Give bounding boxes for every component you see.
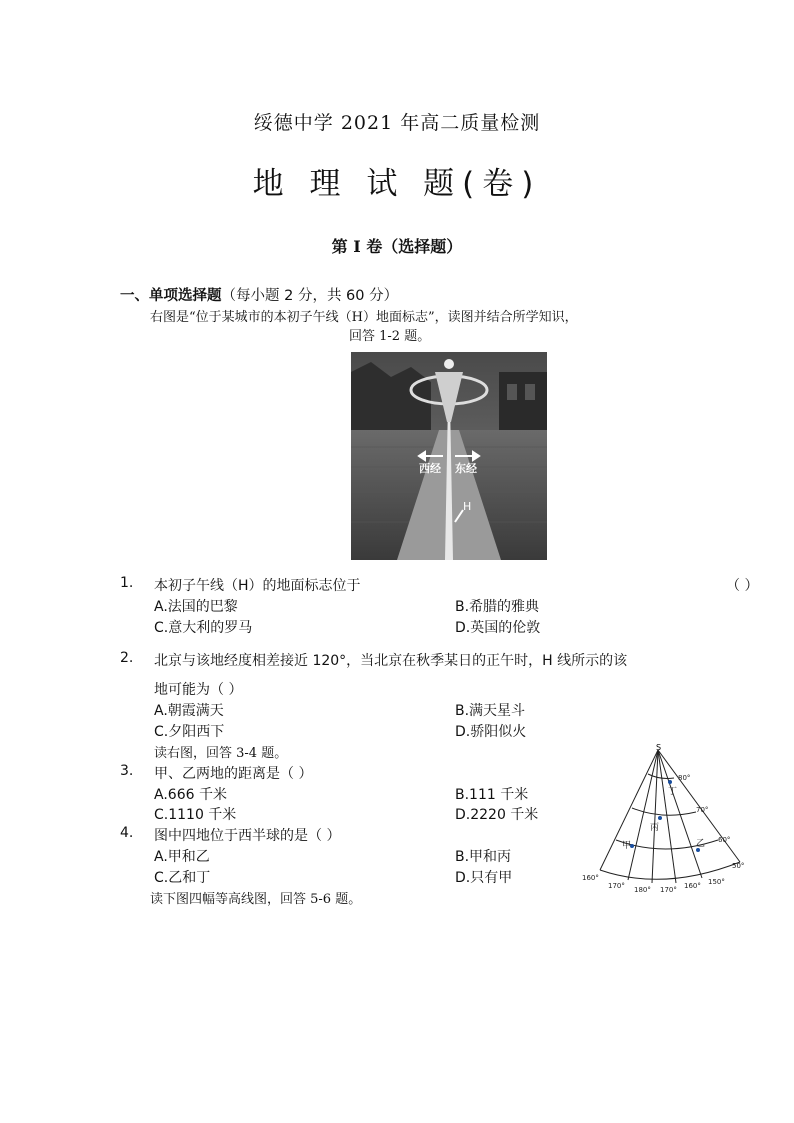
lon-label-180: 180° <box>634 886 651 894</box>
meridian-photo <box>351 352 547 560</box>
lon-label-170e: 170° <box>660 886 677 894</box>
q4-option-d[interactable]: D.只有甲 <box>455 870 513 886</box>
q2-text-line-2: 地可能为（ ） <box>154 682 243 698</box>
photo-label-west: 西经 <box>419 462 441 475</box>
school-line: 绥德中学 2021 年高二质量检测 <box>253 112 541 134</box>
q2-text-line-1: 北京与该地经度相差接近 120°，当北京在秋季某日的正午时，H 线所示的该 <box>154 653 628 669</box>
q1-option-b[interactable]: B.希腊的雅典 <box>455 599 540 615</box>
intro-line-1: 右图是“位于某城市的本初子午线（H）地面标志”，读图并结合所学知识， <box>150 310 578 325</box>
q5-6-intro: 读下图四幅等高线图，回答 5-6 题。 <box>150 892 362 907</box>
q4-option-a[interactable]: A.甲和乙 <box>154 849 210 865</box>
q3-option-c[interactable]: C.1110 千米 <box>154 807 237 823</box>
q4-option-b[interactable]: B.甲和丙 <box>455 849 512 865</box>
q1-number: 1. <box>120 575 134 591</box>
point-yi: 乙 <box>696 839 706 849</box>
section-heading-note: （每小题 2 分，共 60 分） <box>221 288 399 304</box>
q1-answer-bracket[interactable]: （ ） <box>726 578 759 594</box>
q2-number: 2. <box>120 650 134 666</box>
volume-heading: 第 I 卷（选择题） <box>331 237 463 256</box>
section-heading <box>120 284 398 305</box>
q4-number: 4. <box>120 825 134 841</box>
section-heading-label: 一、单项选择题 <box>120 288 222 304</box>
q3-option-b[interactable]: B.111 千米 <box>455 787 529 803</box>
q1-option-c[interactable]: C.意大利的罗马 <box>154 620 253 636</box>
q2-option-c[interactable]: C.夕阳西下 <box>154 724 225 740</box>
q3-option-a[interactable]: A.666 千米 <box>154 787 227 803</box>
point-ding: 丁 <box>668 787 678 797</box>
lat-label-50: 50° <box>732 862 745 870</box>
q2-option-b[interactable]: B.满天星斗 <box>455 703 526 719</box>
q4-text: 图中四地位于西半球的是（ ） <box>154 828 341 844</box>
q2-option-a[interactable]: A.朝霞满天 <box>154 703 224 719</box>
photo-label-h: H <box>463 500 472 513</box>
q1-text: 本初子午线（H）的地面标志位于 <box>154 578 361 594</box>
point-jia: 甲 <box>622 841 632 851</box>
lon-label-160e: 160° <box>684 882 701 890</box>
lon-label-160w: 160° <box>582 874 599 882</box>
pole-label: S <box>656 743 662 752</box>
point-bing: 丙 <box>650 823 660 833</box>
q1-option-d[interactable]: D.英国的伦敦 <box>455 620 541 636</box>
lon-label-150e: 150° <box>708 878 725 886</box>
lat-label-80: 80° <box>678 774 691 782</box>
q3-option-d[interactable]: D.2220 千米 <box>455 807 539 823</box>
q1-option-a[interactable]: A.法国的巴黎 <box>154 599 238 615</box>
page-title: 地 理 试 题(卷) <box>252 166 542 202</box>
lat-label-60: 60° <box>718 836 731 844</box>
q3-number: 3. <box>120 763 134 779</box>
q3-4-intro: 读右图，回答 3-4 题。 <box>154 746 288 761</box>
intro-line-2: 回答 1-2 题。 <box>349 329 431 344</box>
graticule-diagram <box>578 742 758 900</box>
q3-text: 甲、乙两地的距离是（ ） <box>154 766 313 782</box>
q4-option-c[interactable]: C.乙和丁 <box>154 870 211 886</box>
lon-label-170w: 170° <box>608 882 625 890</box>
photo-label-east: 东经 <box>455 462 477 475</box>
graticule-svg <box>578 742 758 900</box>
meridian-photo-svg <box>351 352 547 560</box>
q2-option-d[interactable]: D.骄阳似火 <box>455 724 527 740</box>
lat-label-70: 70° <box>696 806 709 814</box>
